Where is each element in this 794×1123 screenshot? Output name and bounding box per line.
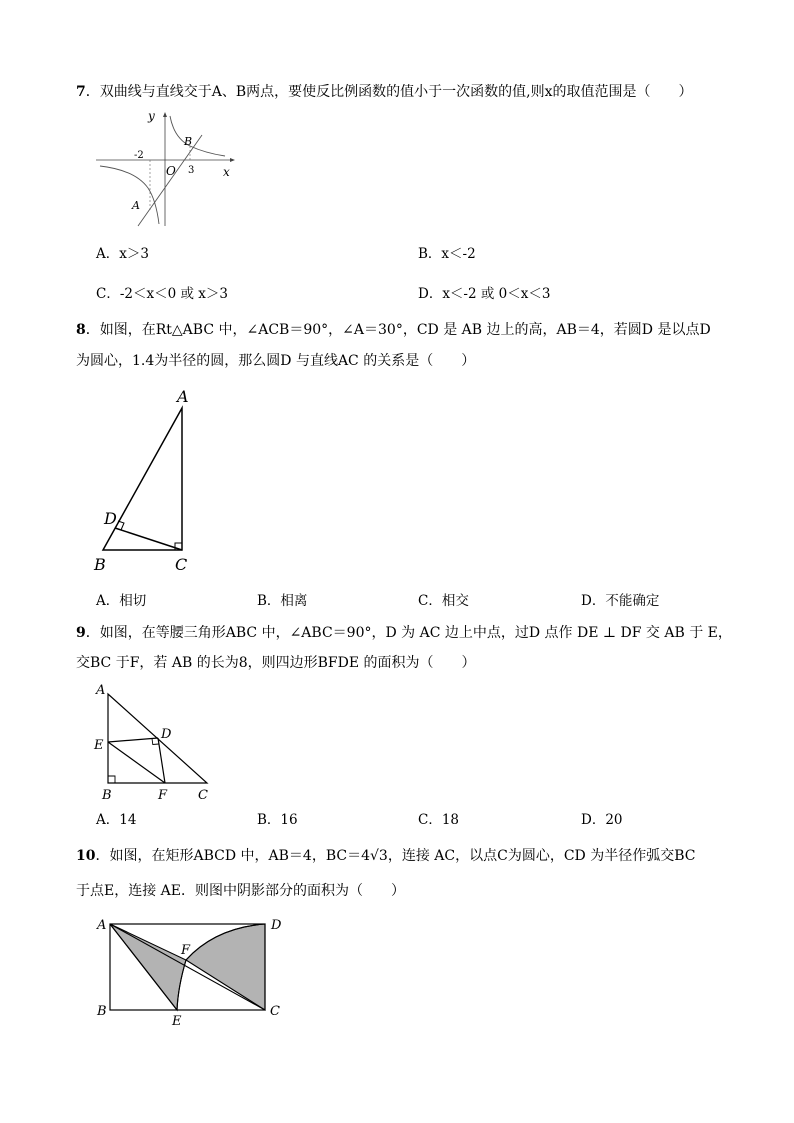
q7-hyperbola-upper	[170, 116, 225, 156]
q9-label-B: B	[102, 788, 112, 803]
q9-number: 9	[76, 625, 86, 641]
q9-option-a[interactable]: A．14	[96, 812, 137, 828]
q7-label-A: A	[132, 199, 140, 212]
q8-option-d[interactable]: D．不能确定	[581, 593, 660, 609]
q7-label-three: 3	[188, 165, 195, 176]
q8-label-C: C	[175, 555, 188, 574]
q7-x-arrow	[230, 158, 235, 162]
q9-label-F: F	[158, 788, 168, 803]
q8-label-D: D	[104, 509, 117, 528]
q8-option-a[interactable]: A．相切	[96, 593, 147, 609]
q8-label-A: A	[177, 387, 189, 406]
q10-stem-line2: 于点E，连接 AE．则图中阴影部分的面积为（ ）	[76, 883, 405, 899]
q10-figure	[90, 912, 290, 1032]
q10-number: 10	[76, 848, 96, 864]
q8-number: 8	[76, 322, 86, 338]
q9-stem-line2: 交BC 于F，若 AB 的长为8，则四边形BFDE 的面积为（ ）	[76, 655, 476, 671]
q10-stem-text-1: ．如图，在矩形ABCD 中，AB＝4，BC＝4√3，连接 AC，以点C为圆心，CD 为半径作弧交BC	[95, 848, 696, 864]
q7-label-neg2: -2	[134, 150, 144, 161]
q10-shaded-right	[186, 924, 265, 1010]
q8-stem-line1	[76, 320, 711, 340]
q9-label-C: C	[198, 788, 208, 803]
q7-hyperbola-lower	[100, 166, 159, 224]
q7-number: 7	[76, 84, 86, 100]
q7-stem	[76, 82, 693, 102]
q9-segment-ef	[108, 742, 165, 783]
q10-label-F: F	[181, 943, 191, 958]
q7-linear-line	[138, 135, 202, 226]
q9-option-c[interactable]: C．18	[418, 812, 460, 828]
q10-label-B: B	[97, 1004, 107, 1019]
q8-label-B: B	[94, 555, 106, 574]
q7-stem-text: ．双曲线与直线交于A、B两点，要使反比例函数的值小于一次函数的值,则x的取值范围是（ ）	[85, 84, 693, 100]
q8-figure	[90, 384, 210, 579]
q9-segment-ed	[108, 738, 158, 742]
q7-option-b[interactable]: B．x＜-2	[418, 246, 476, 262]
q7-label-origin: O	[166, 164, 176, 178]
q9-figure	[90, 680, 220, 805]
q7-option-d[interactable]: D．x＜-2 或 0＜x＜3	[418, 286, 551, 302]
q8-stem-text-1: ．如图，在Rt△ABC 中，∠ACB＝90°，∠A＝30°，CD 是 AB 边上的高，AB＝4，若圆D 是以点D	[85, 322, 711, 338]
q10-label-E: E	[172, 1014, 182, 1029]
q9-label-A: A	[96, 683, 106, 698]
q9-option-d[interactable]: D．20	[581, 812, 623, 828]
q7-label-y: y	[148, 109, 155, 123]
q9-option-b[interactable]: B．16	[257, 812, 298, 828]
q9-stem-text-1: ．如图，在等腰三角形ABC 中，∠ABC＝90°，D 为 AC 边上中点，过D 点作 DE ⊥ DF 交 AB 于 E，	[85, 625, 732, 641]
q9-label-D: D	[161, 727, 172, 742]
q8-stem-line2: 为圆心，1.4为半径的圆，那么圆D 与直线AC 的关系是（ ）	[76, 353, 476, 369]
q7-figure	[90, 108, 240, 233]
q8-option-c[interactable]: C．相交	[418, 593, 469, 609]
q7-option-c[interactable]: C．-2＜x＜0 或 x＞3	[96, 286, 228, 302]
q10-shaded-left	[110, 924, 186, 1010]
q8-option-b[interactable]: B．相离	[257, 593, 308, 609]
q7-label-x: x	[223, 165, 230, 179]
q7-y-arrow	[163, 112, 167, 117]
q9-right-angle-b	[108, 776, 115, 783]
q9-stem-line1	[76, 623, 732, 643]
q9-label-E: E	[94, 738, 104, 753]
q7-label-B: B	[184, 135, 193, 148]
q8-altitude-cd	[115, 528, 182, 550]
q10-label-C: C	[270, 1004, 280, 1019]
q7-option-a[interactable]: A．x＞3	[96, 246, 149, 262]
q10-label-A: A	[97, 918, 107, 933]
q10-label-D: D	[271, 918, 282, 933]
q10-stem-line1	[76, 846, 695, 866]
